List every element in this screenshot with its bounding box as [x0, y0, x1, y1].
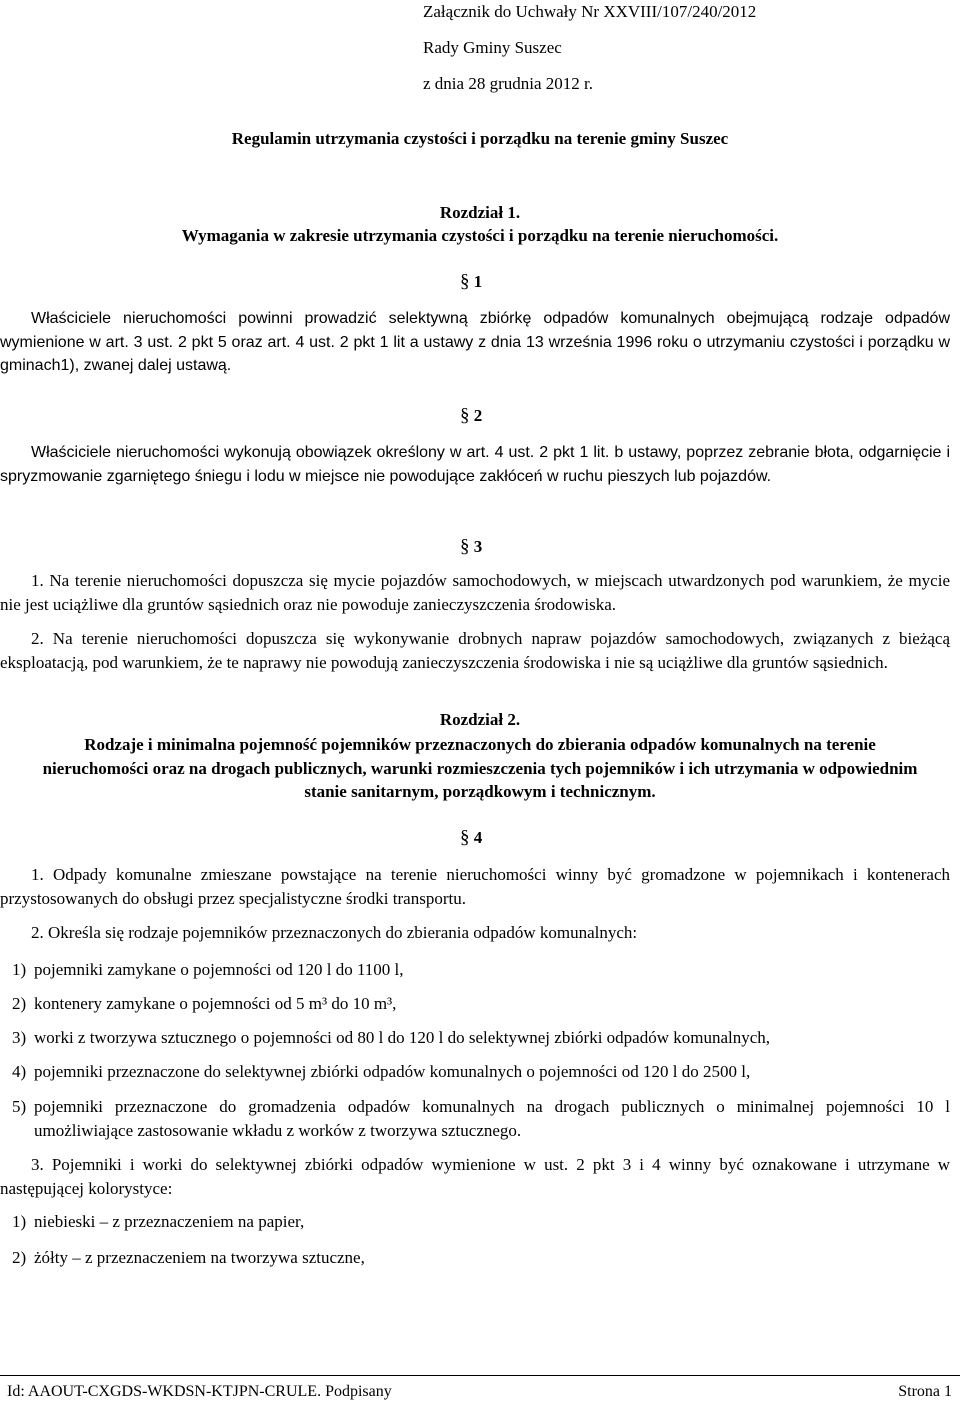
- section-4-paragraph-2: 2. Określa się rodzaje pojemników przeznaczonych do zbierania odpadów komunalnych:: [31, 923, 638, 942]
- section-2-heading: [460, 405, 482, 427]
- header-line-2: Rady Gminy Suszec: [423, 38, 562, 57]
- header-line-3: z dnia 28 grudnia 2012 r.: [423, 74, 593, 93]
- chapter-1-label: Rozdział 1.: [439, 203, 521, 222]
- document-title: Regulamin utrzymania czystości i porządku na terenie gminy Suszec: [231, 129, 729, 148]
- list-text: pojemniki przeznaczone do gromadzenia odpadów komunalnych na drogach publicznych o minimalnej pojemności 10 l umożliwiające zastosowanie wkładu z worków z tworzywa sztucznego.: [34, 1097, 950, 1140]
- section-3-heading: [460, 536, 482, 558]
- footer-divider: [0, 1375, 960, 1376]
- section-symbol: §: [460, 536, 470, 557]
- list-number: 2): [12, 994, 27, 1013]
- section-2-text: Właściciele nieruchomości wykonują obowiązek określony w art. 4 ust. 2 pkt 1 lit. b ustawy, poprzez zebranie błota, odgarnięcie i spryzmowanie zgarniętego śniegu i lodu w miejsce nie powodujące zakłóceń w ruchu pieszych lub pojazdów.: [0, 444, 950, 485]
- section-number: 1: [473, 272, 483, 291]
- chapter-2-heading: Rodzaje i minimalna pojemność pojemników przeznaczonych do zbierania odpadów komunalnych na terenie nieruchomości oraz na drogach publicznych, warunki rozmieszczenia tych pojemników i ich utrzymania w odpowiednim stanie sanitarnym, porządkowym i technicznym.: [42, 735, 918, 801]
- section-symbol: §: [460, 405, 470, 426]
- list-number: 3): [12, 1028, 27, 1047]
- page-number: Strona 1: [898, 1383, 952, 1400]
- list-text: żółty – z przeznaczeniem na tworzywa sztuczne,: [34, 1248, 365, 1267]
- section-3-paragraph-2: 2. Na terenie nieruchomości dopuszcza się wykonywanie drobnych napraw pojazdów samochodowych, związanych z bieżącą eksploatacją, pod warunkiem, że te naprawy nie powodują zanieczyszczenia środowiska i nie są uciążliwe dla gruntów sąsiednich.: [0, 629, 950, 672]
- section-3-paragraph-1: 1. Na terenie nieruchomości dopuszcza się mycie pojazdów samochodowych, w miejscach utwardzonych pod warunkiem, że mycie nie jest uciążliwe dla gruntów sąsiednich oraz nie powoduje zanieczyszczenia środowiska.: [0, 571, 950, 614]
- section-1-heading: [460, 271, 482, 293]
- document-id: Id: AAOUT-CXGDS-WKDSN-KTJPN-CRULE. Podpisany: [7, 1383, 392, 1400]
- list-text: pojemniki przeznaczone do selektywnej zbiórki odpadów komunalnych o pojemności od 120 l do 2500 l,: [34, 1062, 751, 1081]
- list-text: worki z tworzywa sztucznego o pojemności od 80 l do 120 l do selektywnej zbiórki odpadów komunalnych,: [34, 1028, 771, 1047]
- section-number: 4: [473, 828, 483, 847]
- section-1-text: Właściciele nieruchomości powinni prowadzić selektywną zbiórkę odpadów komunalnych obejmującą rodzaje odpadów wymienione w art. 3 ust. 2 pkt 5 oraz art. 4 ust. 2 pkt 1 lit a ustawy z dnia 13 września 1996 roku o utrzymaniu czystości i porządku w gminach1), zwanej dalej ustawą.: [0, 310, 950, 374]
- list-number: 2): [12, 1248, 27, 1267]
- list-text: pojemniki zamykane o pojemności od 120 l do 1100 l,: [34, 960, 404, 979]
- section-number: 3: [473, 537, 483, 556]
- list-text: kontenery zamykane o pojemności od 5 m³ do 10 m³,: [34, 994, 397, 1013]
- section-number: 2: [473, 406, 483, 425]
- section-4-paragraph-3: 3. Pojemniki i worki do selektywnej zbiórki odpadów wymienione w ust. 2 pkt 3 i 4 winny być oznakowane i utrzymane w następującej kolorystyce:: [0, 1155, 950, 1198]
- list-number: 1): [12, 1212, 27, 1231]
- header-line-1: Załącznik do Uchwały Nr XXVIII/107/240/2012: [423, 2, 757, 21]
- list-number: 5): [12, 1097, 27, 1116]
- list-text: niebieski – z przeznaczeniem na papier,: [34, 1212, 305, 1231]
- section-4-paragraph-1: 1. Odpady komunalne zmieszane powstające na terenie nieruchomości winny być gromadzone w pojemnikach i kontenerach przystosowanych do obsługi przez specjalistyczne środki transportu.: [0, 865, 950, 908]
- chapter-1-heading: Wymagania w zakresie utrzymania czystości i porządku na terenie nieruchomości.: [181, 226, 779, 245]
- resolution-header: [423, 0, 756, 108]
- section-4-heading: [460, 827, 482, 849]
- section-symbol: §: [460, 271, 470, 292]
- list-number: 1): [12, 960, 27, 979]
- list-number: 4): [12, 1062, 27, 1081]
- chapter-2-label: Rozdział 2.: [439, 710, 521, 729]
- section-symbol: §: [460, 827, 470, 848]
